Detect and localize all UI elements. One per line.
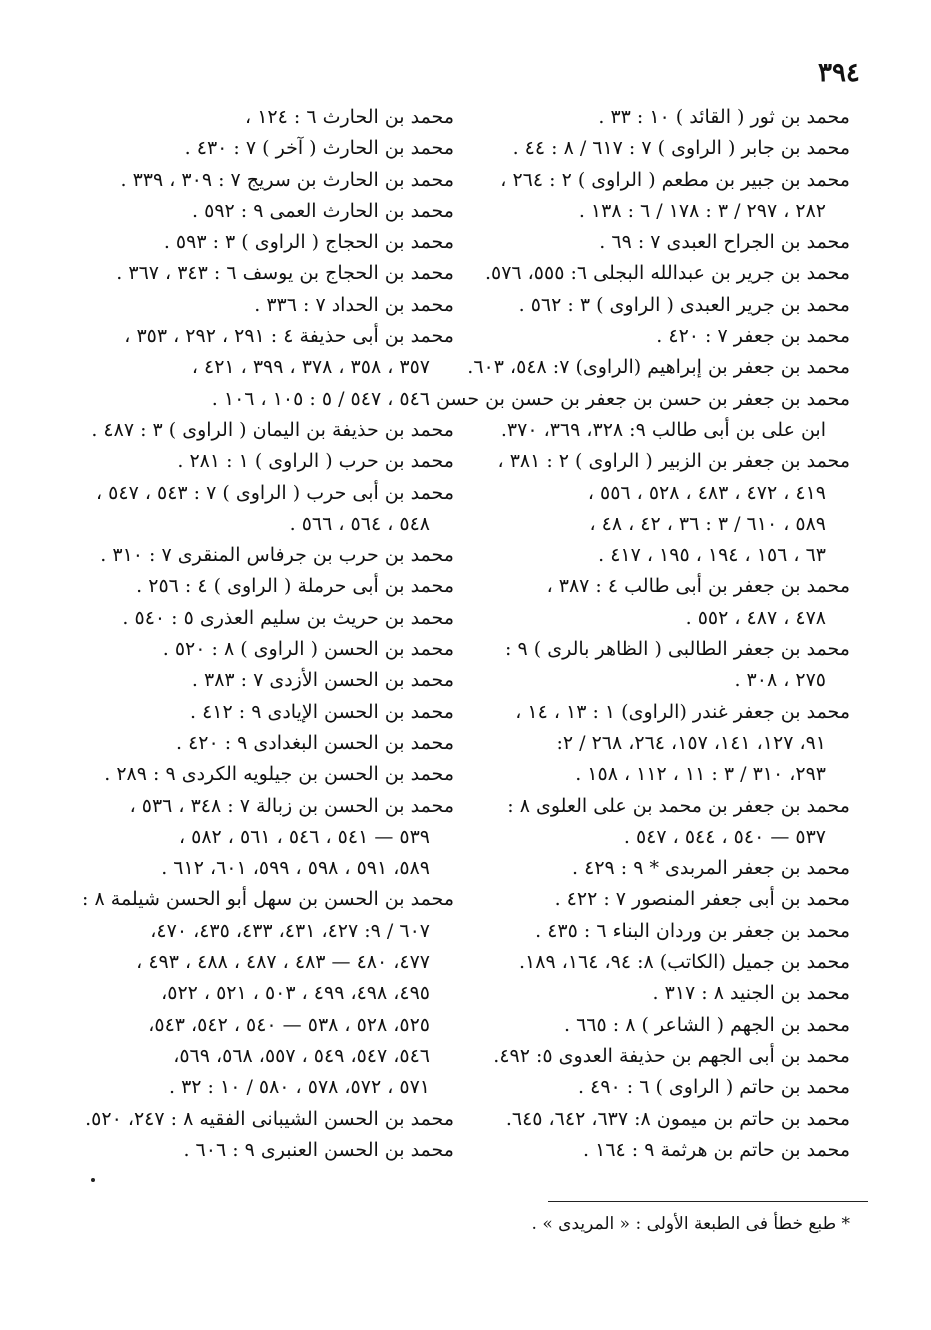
index-entry: محمد بن الحجاج ( الراوى ) ٣ : ٥٩٣ . [163,231,454,254]
index-entry: محمد بن الحارث بن سريج ٧ : ٣٠٩ ، ٣٣٩ . [120,168,454,191]
index-entry: محمد بن أبى حرملة ( الراوى ) ٤ : ٢٥٦ . [136,575,454,598]
index-entry-continuation: ابن على بن أبى طالب ٩: ٣٢٨، ٣٦٩، ٣٧٠. [500,418,826,441]
index-entry: محمد بن جرير بن عبدالله البجلى ٦: ٥٥٥، ٥٧٦. [484,262,850,285]
index-entry-continuation: ٥٤٦، ٥٤٧، ٥٤٩ ، ٥٥٧، ٥٦٨، ٥٦٩، [173,1044,430,1067]
index-entry: محمد بن الحداد ٧ : ٣٣٦ . [254,293,454,316]
index-entry-continuation: ٥٤٦ ، ٥٤٧ / ٥ : ١٠٥ ، ١٠٦ . [211,387,430,410]
footnote-divider [548,1201,868,1202]
index-entry: محمد بن جعفر بن الزبير ( الراوى ) ٢ : ٣٨١ ، [497,450,850,473]
index-entry-continuation: ٤٩٥، ٤٩٨، ٤٩٩ ، ٥٠٣ ، ٥٢١ ، ٥٢٢، [161,982,430,1005]
index-entry: محمد بن ثور ( القائد ) ١٠ : ٣٣ . [598,106,850,128]
index-entry-continuation: ٩١، ١٢٧، ١٤١، ١٥٧، ٢٦٤، ٢٦٨ / ٢: [556,731,826,754]
index-entry-continuation: ٤١٩ ، ٤٧٢ ، ٤٨٣ ، ٥٢٨ ، ٥٥٦ ، [587,481,826,504]
index-entry: محمد بن حرب بن جرفاس المنقرى ٧ : ٣١٠ . [100,544,454,567]
index-entry-continuation: ٥٣٧ — ٥٤٠ ، ٥٤٤ ، ٥٤٧ . [623,825,826,848]
index-entry-continuation: ٣٥٧ ، ٣٥٨ ، ٣٧٨ ، ٣٩٩ ، ٤٢١ ، [191,356,430,379]
index-entry-continuation: ٥٧١ ، ٥٧٢، ٥٧٨ ، ٥٨٠ / ١٠ : ٣٢ . [168,1076,430,1099]
index-entry: محمد بن جعفر الطالبى ( الظاهر بالرى ) ٩ : [505,638,850,661]
index-entry: محمد بن الحسن بن سهل أبو الحسن شيلمة ٨ : [82,888,454,911]
index-entry-continuation: ٢٧٥ ، ٣٠٨ . [734,669,826,692]
index-column-right [435,102,850,1166]
index-entry: محمد بن الحجاج بن يوسف ٦ : ٣٤٣ ، ٣٦٧ . [116,262,454,285]
index-entry: محمد بن جعفر المربدى * ٩ : ٤٢٩ . [572,857,850,880]
index-entry: محمد بن الحارث ( آخر ) ٧ : ٤٣٠ . [184,137,454,160]
index-entry: محمد بن الحسن الأزدى ٧ : ٣٨٣ . [191,669,454,692]
index-entry: محمد بن جرير العبدى ( الراوى ) ٣ : ٥٦٢ . [518,293,850,316]
index-entry: محمد بن الحسن الإيادى ٩ : ٤١٢ . [189,700,454,723]
index-entry-continuation: ٤٧٧، ٤٨٠ — ٤٨٣ ، ٤٨٧ ، ٤٨٨ ، ٤٩٣ ، [136,951,430,974]
index-entry-continuation: ٦٣ ، ١٥٦ ، ١٩٤ ، ١٩٥ ، ٤١٧ . [598,544,826,567]
index-entry: محمد بن أبى جعفر المنصور ٧ : ٤٢٢ . [554,888,850,911]
index-entry: محمد بن الحسن ( الراوى ) ٨ : ٥٢٠ . [162,638,454,661]
index-entry-continuation: ٥٨٩ ، ٦١٠ / ٣ : ٣٦ ، ٤٢ ، ٤٨ ، [589,512,826,535]
index-entry: محمد بن جبير بن مطعم ( الراوى ) ٢ : ٢٦٤ ، [500,168,850,191]
footnote: * طبع خطأ فى الطبعة الأولى : « المريدى » . [531,1214,850,1234]
index-entry: محمد بن أبى الجهم بن حذيفة العدوى ٥: ٤٩٢. [493,1044,850,1067]
index-entry-continuation: ٥٣٩ — ٥٤١ ، ٥٤٦ ، ٥٦١ ، ٥٨٢ ، [178,825,430,848]
index-entry: محمد بن جعفر بن أبى طالب ٤ : ٣٨٧ ، [546,575,850,598]
index-entry: محمد بن الجراح العبدى ٧ : ٦٩ . [599,231,850,254]
index-entry: محمد بن حرب ( الراوى ) ١ : ٢٨١ . [177,450,454,473]
index-entry: محمد بن جعفر بن محمد بن على العلوى ٨ : [507,794,850,817]
index-column-left [82,102,454,1166]
index-entry: محمد بن الحسن بن زبالة ٧ : ٣٤٨ ، ٥٣٦ ، [129,794,454,817]
margin-mark [91,1178,95,1182]
index-entry: محمد بن حريث بن سليم العذرى ٥ : ٥٤٠ . [122,606,454,629]
index-entry: محمد بن أبى حذيفة ٤ : ٢٩١ ، ٢٩٢ ، ٣٥٣ ، [124,325,454,348]
index-entry: محمد بن الحسن العنبرى ٩ : ٦٠٦ . [183,1138,454,1161]
index-entry: محمد بن جعفر ٧ : ٤٢٠ . [656,325,850,348]
index-entry-continuation: ٤٧٨ ، ٤٨٧ ، ٥٥٢ . [685,606,826,629]
index-entry: محمد بن الحارث العمى ٩ : ٥٩٢ . [192,199,454,222]
index-entry: محمد بن جميل (الكاتب) ٨: ٩٤، ١٦٤، ١٨٩. [518,951,850,974]
index-entry: محمد بن جابر ( الراوى ) ٧ : ٦١٧ / ٨ : ٤٤ . [512,137,850,160]
index-entry: محمد بن أبى حرب ( الراوى ) ٧ : ٥٤٣ ، ٥٤٧ ، [96,481,454,504]
index-entry: محمد بن حاتم بن هرثمة ٩ : ١٦٤ . [583,1138,850,1161]
index-entry: محمد بن الحسن بن جيلويه الكردى ٩ : ٢٨٩ . [104,763,454,786]
index-entry: محمد بن حاتم بن ميمون ٨: ٦٣٧، ٦٤٢، ٦٤٥. [505,1107,850,1130]
index-entry-continuation: ٥٤٨ ، ٥٦٤ ، ٥٦٦ . [289,512,430,535]
index-entry: محمد بن جعفر بن إبراهيم (الراوى) ٧: ٥٤٨، ٦٠٣. [467,356,850,379]
index-entry: محمد بن الحارث ٦ : ١٢٤ ، [245,106,454,128]
index-entry: محمد بن جعفر غندر (الراوى) ١ : ١٣ ، ١٤ ، [515,700,850,723]
index-entry: محمد بن الجهم ( الشاعر ) ٨ : ٦٦٥ . [564,1013,850,1036]
index-entry: محمد بن حاتم ( الراوى ) ٦ : ٤٩٠ . [578,1076,850,1099]
index-entry: محمد بن الحسن الشيبانى الفقيه ٨ : ٢٤٧، ٥٢٠. [85,1107,454,1130]
index-entry-continuation: ٥٨٩، ٥٩١ ، ٥٩٨ ، ٥٩٩، ٦٠١، ٦١٢ . [161,857,430,880]
index-entry: محمد بن جعفر بن وردان البناء ٦ : ٤٣٥ . [535,919,850,942]
index-entry: محمد بن جعفر بن حسن بن جعفر بن حسن بن حسن [435,387,850,410]
index-entry-continuation: ٢٩٣، ٣١٠ / ٣ : ١١ ، ١١٢ ، ١٥٨ . [575,763,826,786]
index-entry-continuation: ٦٠٧ / ٩: ٤٢٧، ٤٣١، ٤٣٣، ٤٣٥، ٤٧٠، [150,919,430,942]
index-entry-continuation: ٢٨٢ ، ٢٩٧ / ٣ : ١٧٨ / ٦ : ١٣٨ . [578,199,826,222]
index-entry: محمد بن الحسن البغدادى ٩ : ٤٢٠ . [175,731,454,754]
index-entry: محمد بن الجنيد ٨ : ٣١٧ . [652,982,850,1005]
index-entry: محمد بن حذيفة بن اليمان ( الراوى ) ٣ : ٤٨٧ . [91,418,454,441]
index-entry-continuation: ٥٢٥، ٥٢٨ ، ٥٣٨ — ٥٤٠ ، ٥٤٢، ٥٤٣، [148,1013,430,1036]
page-number: ٣٩٤ [818,58,860,88]
